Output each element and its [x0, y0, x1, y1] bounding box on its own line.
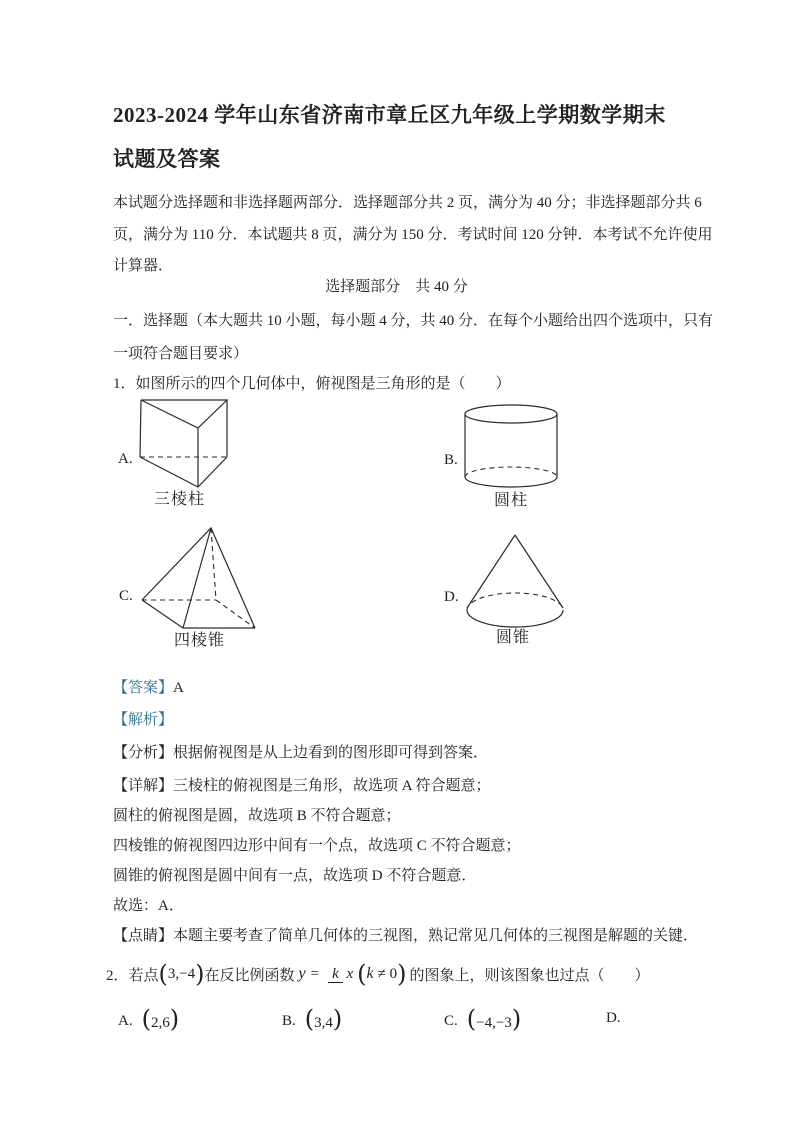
q2-option-c-value: −4,−3 [476, 1015, 512, 1031]
square-pyramid-figure [142, 528, 255, 628]
section1-line1: 一．选择题（本大题共 10 小题，每小题 4 分，共 40 分．在每个小题给出四个选项中，只有 [113, 313, 714, 329]
analysis-fenxi-line: 【分析】根据俯视图是从上边看到的图形即可得到答案． [113, 745, 489, 761]
q2-option-d [606, 1008, 630, 1028]
figure-caption-pyramid: 四棱锥 [174, 632, 226, 649]
answer-tag: 【答案】 [113, 680, 174, 696]
q2-fraction-denominator: x [346, 965, 354, 982]
analysis-line-b: 圆柱的俯视图是圆，故选项 B 不符合题意； [113, 808, 401, 824]
q2-point-open-paren: ( [158, 960, 168, 988]
part-heading: 选择题部分 共 40 分 [325, 279, 468, 295]
analysis-xiangjie-line: 【详解】三棱柱的俯视图是三角形，故选项 A 符合题意； [113, 778, 491, 794]
triangular-prism-figure [140, 400, 227, 487]
intro-line2: 页，满分为 110 分．本试题共 8 页，满分为 150 分．考试时间 120 分钟．本考试不允许使用 [113, 227, 713, 243]
q2-option-b-close-paren: ) [332, 1005, 343, 1033]
section1-line2: 一项符合题目要求） [113, 346, 249, 362]
document-title-line2: 试题及答案 [113, 147, 221, 171]
cylinder-figure [465, 405, 557, 487]
q2-option-a-label: A. [118, 1012, 133, 1029]
q2-option-d-label: D. [606, 1010, 621, 1026]
q2-cond-close-paren: ) [397, 960, 407, 988]
intro-line1: 本试题分选择题和非选择题两部分．选择题部分共 2 页，满分为 40 分；非选择题部分共 6 [113, 195, 702, 211]
q2-point-close-paren: ) [195, 960, 205, 988]
figure-caption-cylinder: 圆柱 [494, 492, 529, 509]
q2-fraction-numerator: k [328, 966, 343, 983]
q2-option-a-close-paren: ) [169, 1005, 180, 1033]
figure-caption-cone: 圆锥 [496, 629, 531, 646]
figure-caption-prism: 三棱柱 [154, 491, 206, 508]
q2-point-value: 3,−4 [167, 965, 196, 982]
q2-option-b [282, 1005, 343, 1033]
q2-prefix: 2．若点 [106, 967, 159, 984]
q2-cond-var: k [366, 965, 374, 982]
q2-option-c-open-paren: ( [466, 1005, 477, 1033]
q2-option-c-close-paren: ) [511, 1005, 522, 1033]
analysis-conclusion: 故选：A． [113, 898, 184, 914]
q2-option-a-open-paren: ( [141, 1005, 151, 1033]
question-1-text: 1．如图所示的四个几何体中，俯视图是三角形的是（ ） [113, 376, 511, 392]
q2-mid: 在反比例函数 [204, 967, 295, 984]
q2-fraction [328, 966, 353, 983]
intro-line3: 计算器． [113, 258, 174, 274]
figure-option-b-label: B. [444, 452, 458, 468]
q2-option-b-label: B. [282, 1012, 296, 1029]
answer-value: A [173, 680, 184, 696]
q2-option-b-open-paren: ( [304, 1005, 315, 1033]
q2-equals-sign: = [310, 965, 320, 982]
q2-cond-rest: ≠ 0 [377, 965, 398, 982]
figure-option-c-label: C. [119, 588, 133, 604]
q2-cond-open-paren: ( [357, 960, 367, 988]
q2-option-b-value: 3,4 [314, 1015, 333, 1031]
q2-var-y: y [298, 965, 306, 982]
q2-option-a [118, 1005, 180, 1033]
document-title-line1: 2023-2024 学年山东省济南市章丘区九年级上学期数学期末 [113, 103, 666, 127]
answer-line [113, 678, 184, 698]
figure-option-d-label: D. [444, 589, 459, 605]
cone-figure [467, 535, 563, 627]
q2-option-c-label: C. [444, 1012, 458, 1029]
q2-option-c [444, 1005, 522, 1033]
q2-option-a-value: 2,6 [150, 1015, 170, 1031]
analysis-line-c: 四棱锥的俯视图四边形中间有一个点，故选项 C 不符合题意； [113, 838, 521, 854]
figure-option-a-label: A. [118, 451, 133, 467]
analysis-dianjing-line: 【点睛】本题主要考查了简单几何体的三视图，熟记常见几何体的三视图是解题的关键． [113, 928, 699, 944]
q2-suffix: 的图象上，则该图象也过点（ ） [409, 967, 650, 984]
analysis-line-d: 圆锥的俯视图是圆中间有一点，故选项 D 不符合题意． [113, 868, 477, 884]
question-1-figures [100, 390, 600, 670]
question-2-text [106, 948, 650, 1000]
analysis-tag: 【解析】 [113, 712, 174, 728]
